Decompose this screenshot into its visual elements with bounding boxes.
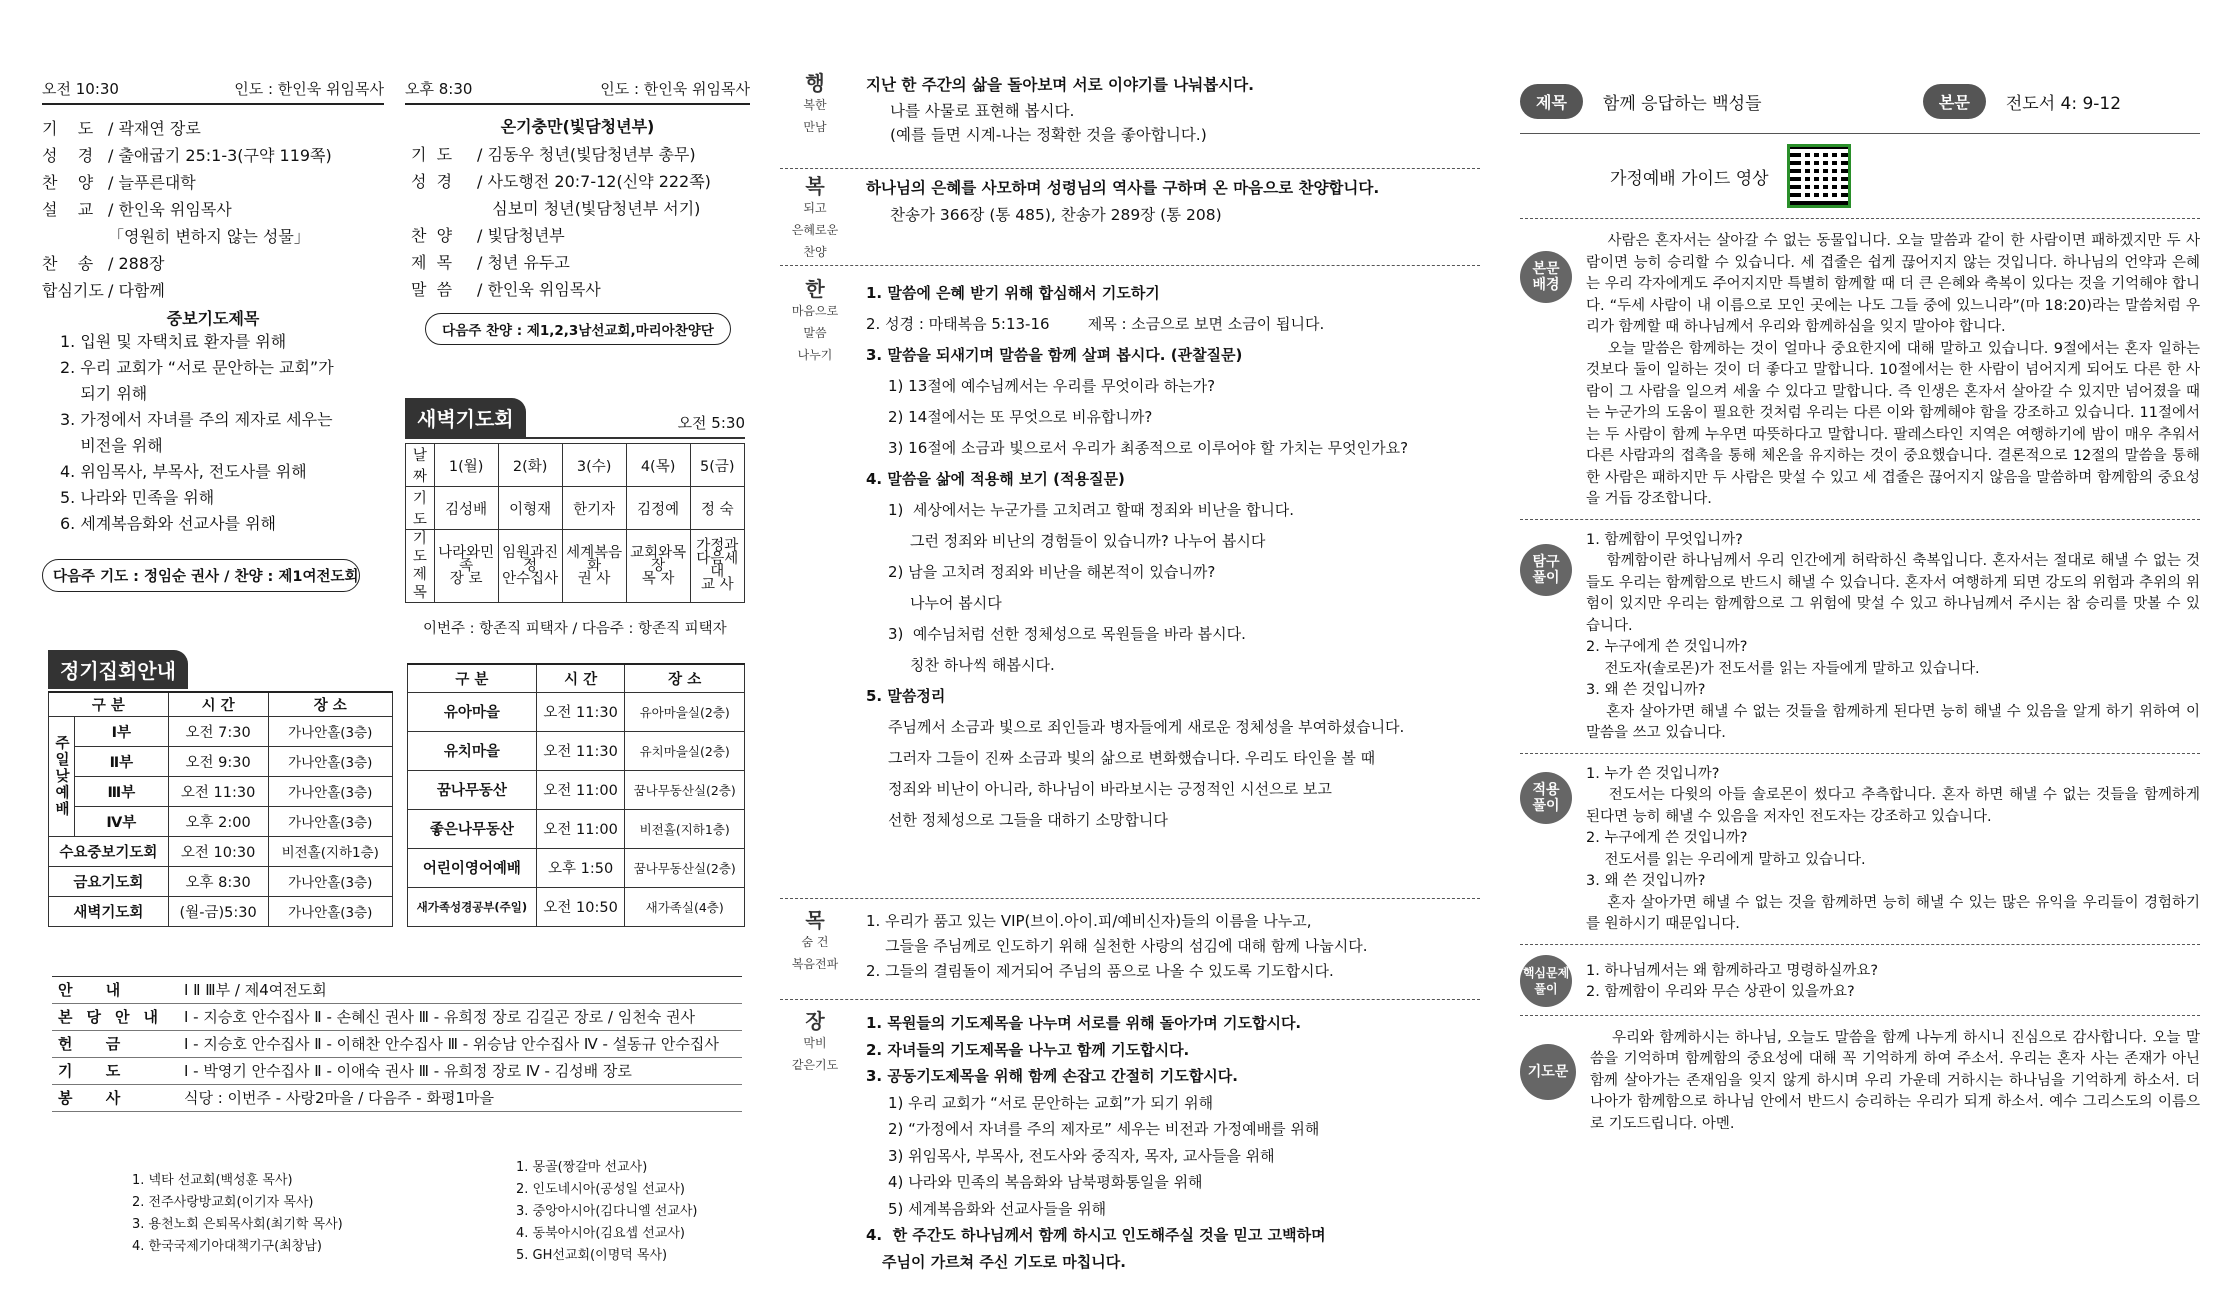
mission-item: 2. 전주사랑방교회(이기자 목사) [132,1195,314,1210]
section-line: 그들을 주님께로 인도하기 위해 실천한 사랑의 섬김에 대해 함께 나눕시다. [866,937,1368,955]
section-line: 3) 위임목사, 부목사, 전도사와 중직자, 목자, 교사들을 위해 [888,1146,1275,1165]
order-value: / 한인욱 위임목사 [477,280,601,299]
family-worship [1520,84,2205,1147]
order-value: / 늘푸른대학 [108,173,196,192]
meeting-time: 오전 11:30 [536,692,625,731]
role-value: Ⅰ - 박영기 안수집사 Ⅱ - 이애숙 권사 Ⅲ - 유희정 장로 Ⅳ - 김성배 장로 [183,1062,632,1080]
section-line: 선한 정체성으로 그들을 대하기 소망합니다 [888,811,1168,829]
section-line: 2. 그들의 결림돌이 제거되어 주님의 품으로 나올 수 있도록 기도합시다. [866,962,1334,980]
section-line: 그런 정죄와 비난의 경험들이 있습니까? 나누어 봅시다 [910,532,1266,550]
morning-time: 오전 10:30 [42,80,119,98]
video-label: 가정예배 가이드 영상 [1610,168,1769,189]
dawn-title: 새벽기도회 [405,398,526,437]
role-name: 본당안내 [58,1008,172,1026]
meeting-time: 오후 2:00 [168,806,268,836]
meeting-name: 어린이영어예배 [408,848,537,887]
morning-leader: 인도 : 한인욱 위임목사 [234,80,384,98]
section-evangelism [780,899,1480,999]
section-prayer [780,1000,1480,1275]
evening-header [405,78,750,105]
missions-right [516,1157,698,1267]
paragraph: 2. 누구에게 쓴 것입니까? [1586,639,1748,655]
order-row [42,142,384,169]
mission-item: 4. 동북아시아(김요셉 선교사) [516,1226,685,1241]
background-badge: 본문 배경 [1520,251,1572,303]
section-line: 5) 세계복음화와 선교사들을 위해 [888,1199,1107,1218]
order-row [42,115,384,142]
meeting-name: Ⅳ부 [75,806,169,836]
order-row [411,222,750,249]
dawn-head-cell: 1(월) [434,444,498,487]
order-row [411,249,750,276]
text-tag: 본문 [1923,84,1986,119]
evening-leader: 인도 : 한인욱 위임목사 [600,80,750,98]
role-value: 식당 : 이번주 - 사랑2마을 / 다음주 - 화평1마을 [183,1089,494,1107]
order-key: 합심기도 [42,281,104,300]
dawn-time: 오전 5:30 [677,414,745,432]
section-line: 1) 13절에 예수님께서는 우리를 무엇이라 하는가? [888,377,1216,395]
section-line: 1. 목원들의 기도제목을 나누며 서로를 위해 돌아가며 기도합시다. [866,1014,1302,1032]
section-line: 2. 성경 : 마태복음 5:13-16 제목 : 소금으로 보면 소금이 됩니다. [866,315,1325,333]
paragraph: 오늘 말씀은 함께하는 것이 얼마나 중요한지에 대해 말하고 있습니다. 9절에서는 혼자 일하는 것보다 둘이 일하는 것이 더 좋다고 말합니다. 10절에서는 한 사람이 넘어지게 되어도 다른 한 사람이 그 사람을 일으켜 세울 수 있다고 말합니다. 즉 인생은 혼자서 살아갈 수 있지만 넘어졌을 때는 누군가의 도움이 필요한 것처럼 우리는 다른 이와 함께해야 함을 강조하고 있습니다. 11절에서는 두 사람이 함께 누우면 따뜻하다고 말합니다. 팔레스타인 지역은 여행하기에 밤이 매우 추워서 다른 사람과의 접촉을 통해 체온을 유지하는 것이 중요했습니다. 결론적으로 12절의 말씀을 통해 한 사람은 패하지만 두 사람은 맞설 수 있고 세 겹줄은 끊어지지 않음을 말씀하며 함께함의 중요성을 거듭 강조합니다. [1586,340,2205,507]
meeting-place: 꿈나무동산실(2층) [625,848,745,887]
order-row [411,141,750,168]
meeting-time: 오전 9:30 [168,746,268,776]
dawn-head-cell: 5(금) [690,444,744,487]
paragraph: 1. 하나님께서는 왜 함께하라고 명령하실까요? [1586,962,1879,979]
cell-guide [780,72,1480,1275]
dawn-topic-cell: 세계복음화 권 사 [562,530,626,603]
section-line: (예를 들면 시계-나는 정확한 것을 좋아합니다.) [890,126,1207,144]
section-line: 나누어 봅시다 [910,594,1002,612]
paragraph: 혼자 살아가면 해낼 수 없는 것을 함께하면 능히 해낼 수 있는 많은 유익을 우리들이 경험하기를 원하시기 때문입니다. [1586,894,2200,932]
scripture: 전도서 4: 9-12 [2005,94,2122,114]
role-value: Ⅰ - 지승호 안수집사 Ⅱ - 손혜신 권사 Ⅲ - 유희정 장로 김길곤 장로 / 임천숙 권사 [183,1008,695,1026]
section-word [780,266,1480,898]
qr-code-icon[interactable] [1787,144,1851,208]
order-row [411,276,750,303]
meeting-name: 수요중보기도회 [49,836,169,866]
mission-item: 3. 용천노회 은퇴목사회(최기학 목사) [132,1217,343,1232]
section-evangelism-label: 목 숨 건 복음전파 [791,908,839,971]
order-row [42,169,384,196]
dawn-head-cell: 4(목) [626,444,690,487]
section-line: 1) 세상에서는 누군가를 고치려고 할때 정죄와 비난을 합니다. [888,501,1295,519]
explore-badge: 탐구 풀이 [1520,544,1572,596]
order-key: 기 도 [42,119,94,138]
section-prayer-label: 장 막비 같은기도 [791,1009,839,1072]
mission-item: 1. 넥타 선교회(백성훈 목사) [132,1173,293,1188]
mission-item: 2. 인도네시아(공성일 선교사) [516,1182,685,1197]
order-key: 성 경 [411,172,453,191]
dawn-topic-cell: 교회와목장 목 자 [626,530,690,603]
paragraph: 2. 함께함이 우리와 무슨 상관이 있을까요? [1586,984,1855,1000]
paragraph: 1. 함께함이 무엇입니까? [1586,531,1743,548]
meeting-place: 가나안홀(3층) [268,806,392,836]
section-line: 2) 14절에서는 또 무엇으로 비유합니까? [888,408,1153,426]
order-key: 찬 양 [42,173,94,192]
meeting-name: 유치마을 [408,731,537,770]
paragraph: 3. 왜 쓴 것입니까? [1586,873,1706,889]
meeting-place: 가나안홀(3층) [268,746,392,776]
role-value: Ⅰ - 지승호 안수집사 Ⅱ - 이해찬 안수집사 Ⅲ - 위승남 안수집사 Ⅳ - 설동규 안수집사 [183,1035,719,1053]
paragraph: 사람은 혼자서는 살아갈 수 없는 동물입니다. 오늘 말씀과 같이 한 사람이면 패하겠지만 두 사람이면 능히 승리할 수 있습니다. 세 겹줄은 쉽게 끊어지지 않는 것입니다. 하나님의 언약과 은혜는 우리 각자에게도 주어지지만 특별히 함께할 때 더 큰 은혜와 축복이 있다는 것을 기억해야 합니다. “두세 사람이 내 이름으로 모인 곳에는 나도 그들 중에 있느니라”(마 18:20)라는 말씀처럼 우리가 함께할 때 하나님께서 우리와 함께하심을 잊지 말아야 합니다. [1586,233,2200,335]
dawn-head-cell: 2(화) [498,444,562,487]
prayer-title: 중보기도제목 [166,309,260,328]
meeting-place: 가나안홀(3층) [268,866,392,896]
order-key: 설 교 [42,200,94,219]
dawn-prayer [405,398,745,638]
order-row [411,195,750,222]
paragraph: 전도서를 읽는 우리에게 말하고 있습니다. [1586,851,1866,868]
section-line: 2) 남을 고치려 정죄와 비난을 해본적이 있습니까? [888,563,1216,581]
paragraph: 1. 누가 쓴 것입니까? [1586,765,1720,782]
section-line: 3. 말씀을 되새기며 말씀을 함께 살펴 봅시다. (관찰질문) [866,346,1243,364]
meeting-name: 꿈나무동산 [408,770,537,809]
prayer-item: 6. 세계복음화와 선교사를 위해 [60,514,276,533]
meetings-title: 정기집회안내 [48,650,188,689]
order-row [42,223,384,250]
paragraph: 전도서는 다윗의 아들 솔로몬이 썼다고 추측합니다. 혼자 하면 해낼 수 없는 것들을 함께하게 된다면 능히 해낼 수 있음을 저자인 전도자는 강조하고 있습니다. [1586,787,2205,825]
meetings-head-cell: 장 소 [268,692,392,716]
meeting-name: Ⅰ부 [75,716,169,746]
section-line: 3) 예수님처럼 선한 정체성으로 목원들을 바라 봅시다. [888,625,1246,643]
order-value: / 김동우 청년(빛담청년부 총무) [477,145,696,164]
meetings-head-cell: 시 간 [168,692,268,716]
morning-order [42,115,384,304]
prayer-list [42,329,384,537]
role-name: 헌 금 [58,1035,135,1053]
paragraph: 전도자(솔로몬)가 전도서를 읽는 자들에게 말하고 있습니다. [1586,660,1980,677]
meeting-place: 비전홀(지하1층) [625,809,745,848]
meeting-place: 꿈나무동산실(2층) [625,770,745,809]
dawn-topic-cell: 나라와민족 장 로 [434,530,498,603]
section-line: 그러자 그들이 진짜 소금과 빛의 삶으로 변화했습니다. 우리도 타인을 볼 때 [888,749,1376,767]
dawn-pray-label: 기도 [406,487,435,530]
meeting-place: 가나안홀(3층) [268,896,392,926]
dawn-note: 이번주 : 항존직 피택자 / 다음주 : 항존직 피택자 [423,621,727,637]
order-key: 찬 양 [411,226,453,245]
dawn-topic-cell: 가정과 다음세대 교 사 [690,530,744,603]
section-happy-title: 지난 한 주간의 삶을 돌아보며 서로 이야기를 나눠봅시다. [866,76,1255,94]
meetings-head-cell: 시 간 [536,664,625,692]
evening-next-week: 다음주 찬양 : 제1,2,3남선교회,마리아찬양단 [425,313,731,345]
prayer-item: 4. 위임목사, 부목사, 전도사를 위해 [60,462,307,481]
meeting-name: 새가족성경공부(주일) [408,887,537,926]
section-line: 주님께서 소금과 빛으로 죄인들과 병자들에게 새로운 정체성을 부여하셨습니다. [888,718,1405,736]
meeting-place: 가나안홀(3층) [268,776,392,806]
prayer-badge: 기도문 [1520,1044,1576,1100]
mission-item: 4. 한국국제기아대책기구(최창남) [132,1239,322,1254]
section-line: 주님이 가르쳐 주신 기도로 마칩니다. [882,1252,1126,1271]
section-praise [780,169,1480,265]
section-line: 3. 공동기도제목을 위해 함께 손잡고 간절히 기도합시다. [866,1067,1238,1085]
paragraph: 혼자 살아가면 해낼 수 없는 것들을 함께하게 된다면 능히 해낼 수 있음을 알게 하기 위하여 이 말씀을 쓰고 있습니다. [1586,703,2205,741]
mission-item: 5. GH선교회(이명덕 목사) [516,1248,668,1263]
section-line: 찬송가 366장 (통 485), 찬송가 289장 (통 208) [890,206,1222,224]
meeting-place: 새가족실(4층) [625,887,745,926]
prayer-item: 되기 위해 [60,384,148,403]
meetings-head-cell: 장 소 [625,664,745,692]
meetings-right-table [407,663,745,927]
meeting-place: 유아마을실(2층) [625,692,745,731]
order-row [42,250,384,277]
apply-badge: 적용 풀이 [1520,772,1572,824]
order-key: 찬 송 [42,254,94,273]
section-line: 1. 우리가 품고 있는 VIP(브이.아이.피/예비신자)들의 이름을 나누고, [866,912,1312,930]
section-happy [780,72,1480,168]
section-line: 4) 나라와 민족의 복음화와 남북평화통일을 위해 [888,1173,1203,1191]
morning-header [42,78,384,105]
missions-left [132,1170,343,1258]
order-value: / 청년 유두고 [477,253,570,272]
order-value: 「영원히 변하지 않는 성물」 [108,227,310,246]
section-line: 2) “가정에서 자녀를 주의 제자로” 세우는 비전과 가정예배를 위해 [888,1120,1320,1138]
meeting-place: 가나안홀(3층) [268,716,392,746]
order-key: 기 도 [411,145,453,164]
evening-title: 온기충만(빛담청년부) [500,117,655,136]
dawn-pray-cell: 이형재 [498,487,562,530]
dawn-pray-cell: 정 숙 [690,487,744,530]
title-tag: 제목 [1520,84,1583,119]
role-value: Ⅰ Ⅱ Ⅲ부 / 제4여전도회 [183,981,327,999]
paragraph: 2. 누구에게 쓴 것입니까? [1586,830,1748,846]
order-row [42,277,384,304]
section-happy-label: 행 복한 만남 [803,71,827,134]
section-line: 칭찬 하나씩 해봅시다. [910,656,1055,674]
prayer-item: 5. 나라와 민족을 위해 [60,488,215,507]
role-name: 안 내 [58,981,135,999]
role-name: 기 도 [58,1062,135,1080]
paragraph: 3. 왜 쓴 것입니까? [1586,682,1706,698]
meeting-place: 유치마을실(2층) [625,731,745,770]
dawn-head-cell: 날짜 [406,444,435,487]
meetings-head-cell: 구 분 [49,692,169,716]
dawn-pray-cell: 김성배 [434,487,498,530]
order-value: / 출애굽기 25:1-3(구약 119쪽) [108,146,332,165]
core-badge: 핵심문제 풀이 [1520,955,1572,1007]
meeting-place: 비전홀(지하1층) [268,836,392,866]
prayer-item: 1. 입원 및 자택치료 환자를 위해 [60,332,287,351]
order-row [411,168,750,195]
section-line: 4. 한 주간도 하나님께서 함께 하시고 인도해주실 것을 믿고 고백하며 [866,1226,1326,1244]
mission-item: 1. 몽골(짱갈마 선교사) [516,1160,648,1175]
section-line: 5. 말씀정리 [866,687,946,705]
meeting-name: 새벽기도회 [49,896,169,926]
meeting-time: (월-금)5:30 [168,896,268,926]
section-line: 4. 말씀을 삶에 적용해 보기 (적용질문) [866,470,1125,488]
dawn-topic-cell: 임원과진정 안수집사 [498,530,562,603]
sermon-title: 함께 응답하는 백성들 [1602,94,1762,114]
dawn-table [405,443,745,603]
prayer-item: 3. 가정에서 자녀를 주의 제자로 세우는 [60,410,333,429]
order-value: / 다함께 [108,281,165,300]
service-roles [52,976,742,1112]
meeting-name: Ⅲ부 [75,776,169,806]
section-word-label: 한 마음으로 말씀 나누기 [791,277,839,362]
order-key: 말 씀 [411,280,453,299]
section-line: 1) 우리 교회가 “서로 문안하는 교회”가 되기 위해 [888,1093,1214,1112]
meeting-name: Ⅱ부 [75,746,169,776]
meeting-time: 오전 10:50 [536,887,625,926]
morning-next-week: 다음주 기도 : 정임순 권사 / 찬양 : 제1여전도회 [42,559,360,592]
mission-item: 3. 중앙아시아(김다니엘 선교사) [516,1204,698,1219]
section-line: 정죄와 비난이 아니라, 하나님이 바라보시는 긍정적인 시선으로 보고 [888,780,1332,798]
meeting-time: 오전 7:30 [168,716,268,746]
meeting-name: 좋은나무동산 [408,809,537,848]
meetings-left-table [48,691,393,927]
sunday-worship-label: 주일낮예배 [49,716,75,836]
dawn-pray-cell: 김정예 [626,487,690,530]
prayer-item: 비전을 위해 [60,436,163,455]
section-praise-title: 하나님의 은혜를 사모하며 성령님의 역사를 구하며 온 마음으로 찬양합니다. [866,179,1380,197]
order-row [42,196,384,223]
section-line: 3) 16절에 소금과 빛으로서 우리가 최종적으로 이루어야 할 가치는 무엇인가요? [888,439,1409,457]
meeting-time: 오전 11:30 [168,776,268,806]
section-praise-label: 복 되고 은혜로운 찬양 [791,174,839,259]
dawn-head-cell: 3(수) [562,444,626,487]
order-key: 제 목 [411,253,453,272]
section-line: 2. 자녀들의 기도제목을 나누고 함께 기도합시다. [866,1040,1190,1059]
section-line: 1. 말씀에 은혜 받기 위해 합심해서 기도하기 [866,284,1160,302]
meetings-head-cell: 구 분 [408,664,537,692]
meeting-time: 오전 11:00 [536,809,625,848]
order-value: / 사도행전 20:7-12(신약 222쪽) [477,172,711,191]
prayer-item: 2. 우리 교회가 “서로 문안하는 교회”가 [60,358,334,377]
meeting-time: 오전 11:00 [536,770,625,809]
evening-order [405,141,750,303]
order-value: 심보미 청년(빛담청년부 서기) [477,199,701,218]
meetings [48,650,750,927]
meeting-time: 오전 11:30 [536,731,625,770]
dawn-topic-label: 기도 제목 [406,530,435,603]
meeting-time: 오전 10:30 [168,836,268,866]
evening-service [405,78,750,345]
paragraph: 함께함이란 하나님께서 우리 인간에게 허락하신 축복입니다. 혼자서는 절대로 해낼 수 없는 것들도 우리는 함께함으로 반드시 해낼 수 있습니다. 혼자서 여행하게 되면 강도의 위험과 추위의 위험이 있지만 우리는 함께함으로 그 위험에 맞설 수 있고 하나님께서 주시는 참 승리를 맛볼 수 있습니다. [1586,553,2201,634]
order-key: 성 경 [42,146,94,165]
closing-prayer: 우리와 함께하시는 하나님, 오늘도 말씀을 함께 나누게 하시니 진심으로 감사합니다. 오늘 말씀을 기억하며 함께함의 중요성에 대해 꼭 기억하게 하여 주소서. 우리는 혼자 사는 존재가 아닌 함께 살아가는 존재임을 잊지 않게 하시며 우리 가운데 거하시는 하나님을 기억하게 하소서. 더 나아가 함께함으로 하나님 안에서 반드시 승리하는 우리가 되게 하소서. 예수 그리스도의 이름으로 기도드립니다. 아멘. [1590,1029,2205,1132]
order-value: / 288장 [108,254,165,273]
role-name: 봉 사 [58,1089,135,1107]
order-value: / 한인욱 위임목사 [108,200,232,219]
meeting-time: 오후 1:50 [536,848,625,887]
meeting-name: 금요기도회 [49,866,169,896]
order-value: / 곽재연 장로 [108,119,201,138]
meeting-name: 유아마을 [408,692,537,731]
evening-time: 오후 8:30 [405,80,473,98]
meeting-time: 오후 8:30 [168,866,268,896]
section-line: 나를 사물로 표현해 봅시다. [890,102,1075,120]
morning-service [42,78,384,592]
order-value: / 빛담청년부 [477,226,565,245]
dawn-pray-cell: 한기자 [562,487,626,530]
